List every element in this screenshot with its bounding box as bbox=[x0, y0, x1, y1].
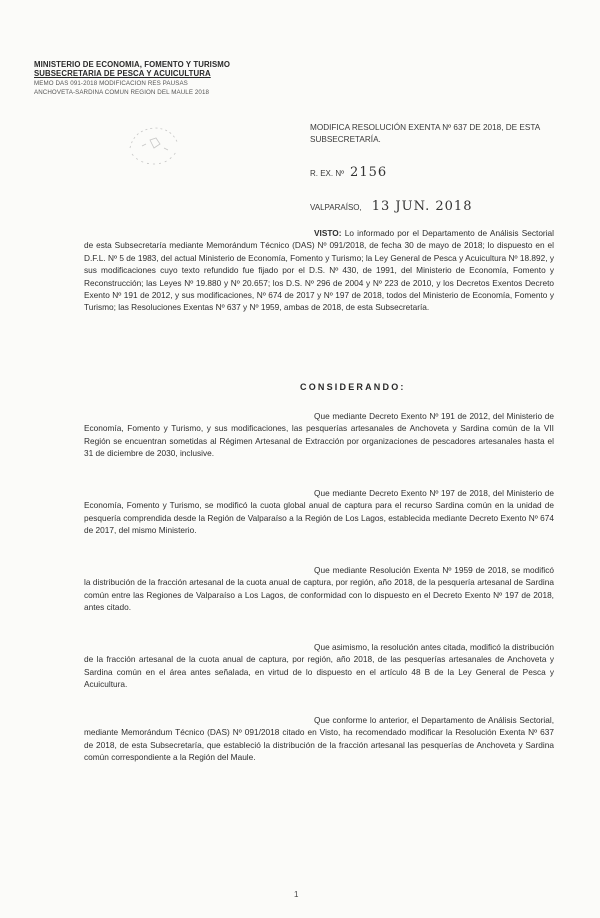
resolution-number-line bbox=[310, 165, 387, 180]
page-number: 1 bbox=[294, 890, 299, 899]
city: VALPARAÍSO, bbox=[310, 203, 362, 212]
considerando-paragraph: Que asimismo, la resolución antes citada, modificó la distribución de la fracción artesanal de la cuota anual de captura, por región, año 2018, de las pesquerías artesanales de Anchoveta y Sardina común en el área antes señalada, en virtud de lo dispuesto en el artículo 48 B de la Ley General de Pesca y Acuicultura. bbox=[84, 642, 554, 690]
undersecretariat-name: SUBSECRETARIA DE PESCA Y ACUICULTURA bbox=[34, 69, 211, 79]
place-date-line bbox=[310, 199, 472, 214]
subject-reference: ANCHOVETA-SARDINA COMUN REGION DEL MAULE 2018 bbox=[34, 89, 210, 97]
considerando-heading: CONSIDERANDO: bbox=[300, 382, 406, 392]
considerando-paragraph: Que mediante Resolución Exenta Nº 1959 de 2018, se modificó la distribución de la fracción artesanal de la cuota anual de captura, por región, año 2018, de la pesquería artesanal de Sardina común entre las Regiones de Valparaíso a Los Lagos, de conformidad con lo dispuesto en el Decreto Exento Nº 197 de 2018, antes citado. bbox=[84, 565, 554, 613]
considerando-paragraph: Que mediante Decreto Exento Nº 197 de 2018, del Ministerio de Economía, Fomento y Turismo, se modificó la cuota global anual de captura para el recurso Sardina común en la unidad de pesquería comprendida desde la Región de Valparaíso a la Región de Los Lagos, establecida mediante Decreto Exento Nº 674 de 2017, del mismo Ministerio. bbox=[84, 488, 554, 536]
resolution-number: 2156 bbox=[350, 165, 388, 180]
letterhead bbox=[34, 60, 274, 98]
considerando-paragraph: Que conforme lo anterior, el Departamento de Análisis Sectorial, mediante Memorándum Técnico (DAS) Nº 091/2018 citado en Visto, ha recomendado modificar la Resolución Exenta Nº 637 de 2018, de esta Subsecretaría, que estableció la distribución de la fracción artesanal las pesquerías de Anchoveta y Sardina común correspondiente a la Región del Maule. bbox=[84, 715, 554, 763]
document-title: MODIFICA RESOLUCIÓN EXENTA Nº 637 DE 2018, DE ESTA SUBSECRETARÍA. bbox=[310, 123, 540, 144]
considerando-paragraph: Que mediante Decreto Exento Nº 191 de 2012, del Ministerio de Economía, Fomento y Turismo, y sus modificaciones, las pesquerías artesanales de Anchoveta y Sardina común de la VII Región se encuentran sometidas al Régimen Artesanal de Extracción por organizaciones de pescadores artesanales hasta el 31 de diciembre de 2030, inclusive. bbox=[84, 411, 554, 459]
visto-paragraph bbox=[84, 227, 554, 314]
ministry-name: MINISTERIO DE ECONOMIA, FOMENTO Y TURISMO bbox=[34, 60, 231, 69]
institutional-seal-stamp-icon bbox=[120, 118, 188, 170]
resolution-label: R. EX. Nº bbox=[310, 169, 345, 178]
visto-text: Lo informado por el Departamento de Análisis Sectorial de esta Subsecretaría mediante Memorándum Técnico (DAS) Nº 091/2018, de fecha 30 de mayo de 2018; lo dispuesto en el D.F.L. Nº 5 de 1983, del actual Ministerio de Economía, Fomento y Turismo; la Ley General de Pesca y Acuicultura Nº 18.892, y sus modificaciones cuyo texto refundido fue fijado por el D.S. Nº 430, de 1991, del Ministerio de Economía, Fomento y Reconstrucción; las Leyes Nº 19.880 y Nº 20.657; los D.S. Nº 296 de 2004 y Nº 223 de 2010, y los Decretos Exentos Decreto Exento Nº 191 de 2012, y sus modificaciones, Nº 674 de 2017 y Nº 197 de 2018, todos del Ministerio de Economía, Fomento y Turismo; las Resoluciones Exentas Nº 637 y Nº 1959, ambas de 2018, de esta Subsecretaría. bbox=[84, 228, 554, 313]
visto-lead: VISTO: bbox=[314, 228, 342, 238]
stamped-date: 13 JUN. 2018 bbox=[371, 199, 473, 214]
memo-reference: MEMO DAS 091-2018 MODIFICACION RES PAUSAS bbox=[34, 79, 188, 87]
